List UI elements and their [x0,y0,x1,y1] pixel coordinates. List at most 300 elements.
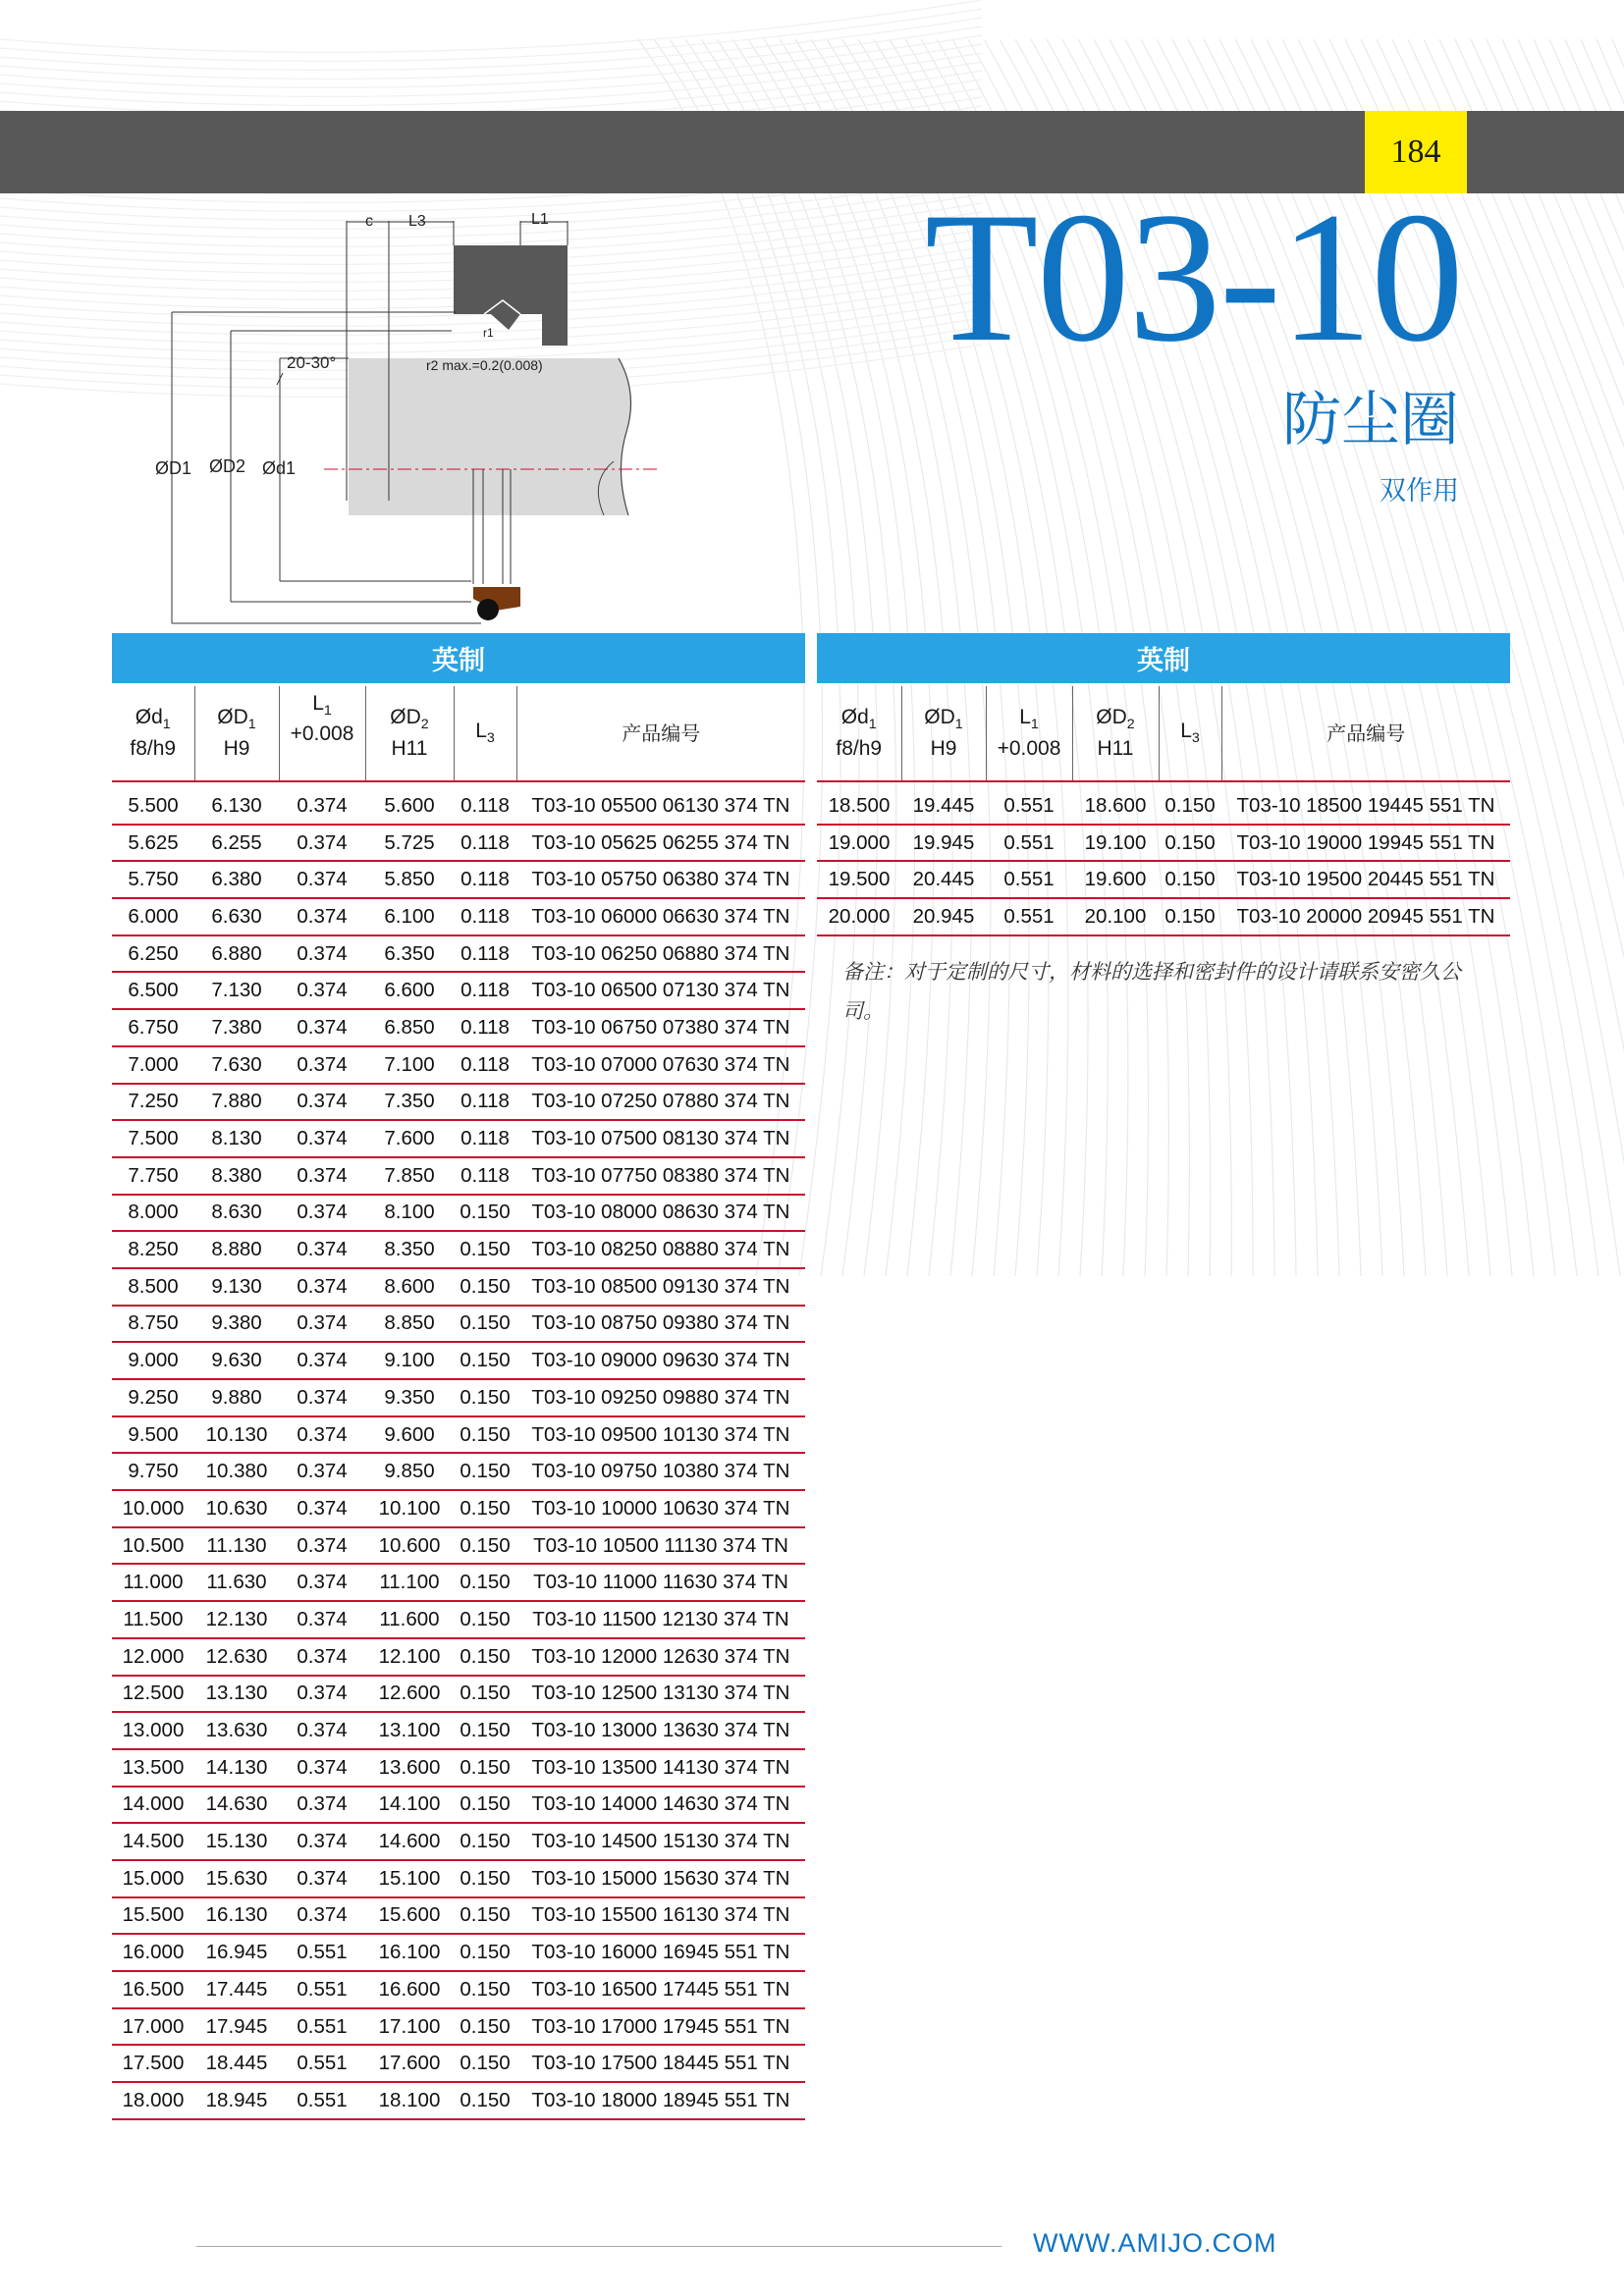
cell-d1: 11.500 [112,1601,194,1638]
table-row [112,1971,805,2008]
cell-product-code: T03-10 07000 07630 374 TN [516,1046,805,1084]
cell-D2: 14.600 [365,1823,454,1860]
cell-L1: 0.374 [279,1601,365,1638]
cell-D2: 7.100 [365,1046,454,1084]
col-header-product-code: 产品编号 [1221,686,1510,781]
cell-L1: 0.374 [279,972,365,1009]
cell-L3: 0.118 [454,1084,516,1121]
cell-D1: 7.880 [194,1084,279,1121]
cell-D2: 15.100 [365,1860,454,1897]
cell-product-code: T03-10 17500 18445 551 TN [516,2045,805,2082]
cell-d1: 6.250 [112,935,194,973]
table-row [112,1195,805,1232]
seal-cross-section-diagram [147,196,668,638]
cell-d1: 11.000 [112,1564,194,1601]
cell-D1: 20.945 [901,898,986,935]
cell-D2: 19.600 [1072,861,1159,898]
cell-product-code: T03-10 11500 12130 374 TN [516,1601,805,1638]
cell-product-code: T03-10 05750 06380 374 TN [516,861,805,898]
cell-L3: 0.118 [454,1120,516,1157]
cell-d1: 19.500 [817,861,901,898]
cell-D2: 15.600 [365,1897,454,1935]
cell-D1: 11.130 [194,1527,279,1565]
cell-D2: 7.350 [365,1084,454,1121]
cell-product-code: T03-10 06500 07130 374 TN [516,972,805,1009]
table-row [112,1676,805,1713]
cell-D1: 14.630 [194,1787,279,1824]
cell-D1: 13.130 [194,1676,279,1713]
table-row [817,898,1510,935]
cell-D2: 11.100 [365,1564,454,1601]
table-body-left [112,781,805,2119]
table-row [112,1379,805,1416]
cell-L1: 0.374 [279,1268,365,1306]
cell-product-code: T03-10 14500 15130 374 TN [516,1823,805,1860]
col-header-L1: $L_1$ +0.008 [279,686,365,781]
cell-D2: 6.350 [365,935,454,973]
cell-L3: 0.118 [454,1157,516,1195]
cell-D1: 6.630 [194,898,279,935]
cell-D2: 8.350 [365,1231,454,1268]
cell-D2: 18.100 [365,2082,454,2119]
cell-L1: 0.374 [279,861,365,898]
table-row [112,1601,805,1638]
cell-L1: 0.374 [279,1749,365,1787]
cell-d1: 7.750 [112,1157,194,1195]
table-row [112,1860,805,1897]
table-row [817,825,1510,862]
cell-D2: 7.600 [365,1120,454,1157]
table-row [112,1638,805,1676]
cell-d1: 19.000 [817,825,901,862]
cell-D2: 12.100 [365,1638,454,1676]
cell-d1: 16.500 [112,1971,194,2008]
table-row [112,935,805,973]
diagram-label-c: c [365,213,373,230]
table-row [112,1823,805,1860]
cell-L3: 0.150 [454,1823,516,1860]
cell-product-code: T03-10 10500 11130 374 TN [516,1527,805,1565]
cell-D1: 16.945 [194,1934,279,1971]
cell-product-code: T03-10 15500 16130 374 TN [516,1897,805,1935]
cell-d1: 9.500 [112,1416,194,1454]
cell-L3: 0.150 [1159,861,1221,898]
cell-product-code: T03-10 20000 20945 551 TN [1221,898,1510,935]
cell-d1: 15.000 [112,1860,194,1897]
cell-D2: 13.600 [365,1749,454,1787]
table-row [112,1787,805,1824]
cell-L1: 0.374 [279,1046,365,1084]
table-row [112,1046,805,1084]
col-header-D1: $ØD_1$ H9 [901,686,986,781]
footnote: 备注：对于定制的尺寸，材料的选择和密封件的设计请联系安密久公司。 [842,960,1461,1023]
cell-d1: 7.000 [112,1046,194,1084]
cell-L1: 0.551 [986,898,1072,935]
cell-L3: 0.150 [454,1490,516,1527]
cell-d1: 20.000 [817,898,901,935]
table-row [112,972,805,1009]
cell-L3: 0.150 [454,1564,516,1601]
cell-L1: 0.374 [279,1676,365,1713]
cell-D1: 10.130 [194,1416,279,1454]
cell-d1: 6.750 [112,1009,194,1046]
cell-d1: 9.250 [112,1379,194,1416]
cell-d1: 17.000 [112,2008,194,2046]
cell-D2: 19.100 [1072,825,1159,862]
table-row [112,1342,805,1379]
cell-product-code: T03-10 11000 11630 374 TN [516,1564,805,1601]
cell-D2: 9.600 [365,1416,454,1454]
cell-D2: 16.600 [365,1971,454,2008]
cell-D2: 10.100 [365,1490,454,1527]
table-row [112,1527,805,1565]
cell-L1: 0.551 [986,781,1072,825]
cell-d1: 6.000 [112,898,194,935]
cell-d1: 18.500 [817,781,901,825]
cell-product-code: T03-10 17000 17945 551 TN [516,2008,805,2046]
cell-L3: 0.150 [1159,781,1221,825]
diagram-label-r1: r1 [483,326,494,340]
cell-D1: 6.380 [194,861,279,898]
cell-L3: 0.118 [454,972,516,1009]
cell-D1: 10.630 [194,1490,279,1527]
cell-L1: 0.374 [279,1490,365,1527]
cell-D1: 13.630 [194,1712,279,1749]
col-header-D1: $ØD_1$ H9 [194,686,279,781]
col-header-L3: $L_3$ [454,686,516,781]
product-type: 双作用 [1380,476,1459,507]
cell-D2: 6.100 [365,898,454,935]
cell-product-code: T03-10 18500 19445 551 TN [1221,781,1510,825]
cell-L3: 0.150 [1159,825,1221,862]
cell-D1: 19.445 [901,781,986,825]
cell-product-code: T03-10 12000 12630 374 TN [516,1638,805,1676]
cell-L1: 0.374 [279,1120,365,1157]
cell-D1: 11.630 [194,1564,279,1601]
table-row [112,1897,805,1935]
cell-L1: 0.374 [279,1823,365,1860]
cell-D2: 8.100 [365,1195,454,1232]
cell-D2: 10.600 [365,1527,454,1565]
cell-product-code: T03-10 16000 16945 551 TN [516,1934,805,1971]
cell-L1: 0.374 [279,1342,365,1379]
cell-d1: 10.500 [112,1527,194,1565]
cell-D2: 9.100 [365,1342,454,1379]
cell-L3: 0.150 [454,1860,516,1897]
cell-L1: 0.374 [279,1897,365,1935]
col-header-product-code: 产品编号 [516,686,805,781]
table-row [112,1084,805,1121]
table-row [112,2045,805,2082]
col-header-D2: $ØD_2$ H11 [1072,686,1159,781]
cell-d1: 16.000 [112,1934,194,1971]
cell-L3: 0.150 [454,1527,516,1565]
diagram-label-r2: r2 max.=0.2(0.008) [426,357,543,373]
cell-L3: 0.118 [454,1009,516,1046]
cell-d1: 13.000 [112,1712,194,1749]
cell-d1: 8.750 [112,1306,194,1343]
cell-D1: 6.880 [194,935,279,973]
cell-product-code: T03-10 13500 14130 374 TN [516,1749,805,1787]
cell-d1: 10.000 [112,1490,194,1527]
cell-product-code: T03-10 09500 10130 374 TN [516,1416,805,1454]
col-header-d1: $Ød_1$ f8/h9 [817,686,901,781]
cell-D1: 17.445 [194,1971,279,2008]
cell-L3: 0.150 [454,1195,516,1232]
imperial-table-left [112,633,805,2120]
cell-d1: 8.000 [112,1195,194,1232]
product-subtitle: 防尘圈 [1282,386,1459,454]
cell-product-code: T03-10 16500 17445 551 TN [516,1971,805,2008]
table-row [817,861,1510,898]
cell-D1: 9.380 [194,1306,279,1343]
cell-d1: 5.625 [112,825,194,862]
cell-product-code: T03-10 15000 15630 374 TN [516,1860,805,1897]
cell-product-code: T03-10 05625 06255 374 TN [516,825,805,862]
cell-d1: 8.500 [112,1268,194,1306]
table-row [112,1231,805,1268]
cell-L1: 0.374 [279,1564,365,1601]
cell-L3: 0.150 [454,1749,516,1787]
cell-L1: 0.374 [279,1527,365,1565]
cell-product-code: T03-10 06750 07380 374 TN [516,1009,805,1046]
cell-product-code: T03-10 19000 19945 551 TN [1221,825,1510,862]
cell-D1: 7.130 [194,972,279,1009]
cell-L3: 0.150 [454,1601,516,1638]
cell-D2: 9.850 [365,1453,454,1490]
table-row [817,781,1510,825]
cell-L3: 0.118 [454,825,516,862]
cell-D1: 6.130 [194,781,279,825]
cell-d1: 7.500 [112,1120,194,1157]
table-row [112,861,805,898]
cell-D1: 9.630 [194,1342,279,1379]
cell-L1: 0.374 [279,1712,365,1749]
cell-L3: 0.150 [454,1306,516,1343]
cell-D1: 18.445 [194,2045,279,2082]
cell-L1: 0.374 [279,1860,365,1897]
cell-D1: 9.130 [194,1268,279,1306]
col-header-d1: $Ød_1$ f8/h9 [112,686,194,781]
cell-L3: 0.150 [1159,898,1221,935]
cell-D2: 6.850 [365,1009,454,1046]
cell-L3: 0.118 [454,781,516,825]
cell-L1: 0.374 [279,781,365,825]
table-body-right [817,781,1510,935]
cell-D2: 13.100 [365,1712,454,1749]
diagram-label-od2: ØD2 [209,456,246,476]
cell-product-code: T03-10 08500 09130 374 TN [516,1268,805,1306]
cell-D2: 12.600 [365,1676,454,1713]
cell-D1: 8.380 [194,1157,279,1195]
cell-product-code: T03-10 08000 08630 374 TN [516,1195,805,1232]
cell-D1: 7.380 [194,1009,279,1046]
table-row [112,1416,805,1454]
cell-D1: 12.630 [194,1638,279,1676]
cell-L1: 0.374 [279,898,365,935]
cell-d1: 9.000 [112,1342,194,1379]
cell-product-code: T03-10 08250 08880 374 TN [516,1231,805,1268]
cell-D1: 17.945 [194,2008,279,2046]
cell-L3: 0.150 [454,1934,516,1971]
cell-L1: 0.374 [279,1787,365,1824]
cell-L3: 0.150 [454,1231,516,1268]
cell-product-code: T03-10 07750 08380 374 TN [516,1157,805,1195]
diagram-label-angle: 20-30° [287,353,337,372]
cell-D1: 12.130 [194,1601,279,1638]
cell-L3: 0.150 [454,1379,516,1416]
cell-L1: 0.551 [279,1971,365,2008]
cell-d1: 8.250 [112,1231,194,1268]
cell-D2: 16.100 [365,1934,454,1971]
cell-L1: 0.374 [279,825,365,862]
footer-website-link[interactable]: WWW.AMIJO.COM [1033,2228,1277,2258]
cell-D2: 9.350 [365,1379,454,1416]
cell-product-code: T03-10 10000 10630 374 TN [516,1490,805,1527]
table-row [112,1749,805,1787]
cell-D1: 8.630 [194,1195,279,1232]
cell-D1: 7.630 [194,1046,279,1084]
cell-D1: 18.945 [194,2082,279,2119]
table-row [112,898,805,935]
cell-D1: 16.130 [194,1897,279,1935]
cell-D2: 18.600 [1072,781,1159,825]
diagram-label-l1: L1 [531,211,549,228]
table-row [112,1712,805,1749]
cell-L3: 0.118 [454,861,516,898]
table-row [112,1490,805,1527]
cell-D1: 15.630 [194,1860,279,1897]
cell-D1: 14.130 [194,1749,279,1787]
cell-L3: 0.150 [454,1897,516,1935]
cell-L3: 0.150 [454,1676,516,1713]
cell-d1: 18.000 [112,2082,194,2119]
cell-L3: 0.150 [454,1453,516,1490]
cell-product-code: T03-10 07250 07880 374 TN [516,1084,805,1121]
cell-d1: 14.000 [112,1787,194,1824]
cell-product-code: T03-10 06000 06630 374 TN [516,898,805,935]
cell-d1: 6.500 [112,972,194,1009]
table-row [112,1306,805,1343]
diagram-label-id1: Ød1 [262,458,297,478]
cell-L3: 0.150 [454,1638,516,1676]
cell-D1: 19.945 [901,825,986,862]
diagram-label-od1: ØD1 [155,458,192,478]
cell-L1: 0.374 [279,1084,365,1121]
cell-d1: 9.750 [112,1453,194,1490]
cell-product-code: T03-10 19500 20445 551 TN [1221,861,1510,898]
cell-L1: 0.551 [279,1934,365,1971]
cell-D2: 8.850 [365,1306,454,1343]
cell-D2: 5.850 [365,861,454,898]
cell-product-code: T03-10 13000 13630 374 TN [516,1712,805,1749]
cell-L1: 0.374 [279,1195,365,1232]
page-number: 184 [1365,111,1467,193]
cell-L3: 0.150 [454,1971,516,2008]
cell-L1: 0.374 [279,1379,365,1416]
imperial-table-right [817,633,1510,936]
cell-D2: 14.100 [365,1787,454,1824]
col-header-D2: $ØD_2$ H11 [365,686,454,781]
table-row [112,1157,805,1195]
table-row [112,1009,805,1046]
cell-D1: 9.880 [194,1379,279,1416]
cell-d1: 5.750 [112,861,194,898]
table-row [112,2008,805,2046]
cell-D2: 5.725 [365,825,454,862]
cell-D2: 11.600 [365,1601,454,1638]
cell-L3: 0.118 [454,935,516,973]
table-row [112,825,805,862]
product-title: T03-10 [924,175,1462,381]
cell-D2: 5.600 [365,781,454,825]
cell-product-code: T03-10 14000 14630 374 TN [516,1787,805,1824]
cell-D1: 8.880 [194,1231,279,1268]
cell-L3: 0.150 [454,1712,516,1749]
cell-d1: 12.500 [112,1676,194,1713]
cell-L3: 0.150 [454,1787,516,1824]
cell-L3: 0.150 [454,2008,516,2046]
cell-L3: 0.118 [454,1046,516,1084]
cell-D1: 6.255 [194,825,279,862]
cell-L3: 0.150 [454,1268,516,1306]
cell-d1: 15.500 [112,1897,194,1935]
table-row [112,1934,805,1971]
cell-L1: 0.374 [279,1306,365,1343]
cell-product-code: T03-10 05500 06130 374 TN [516,781,805,825]
col-header-L3: $L_3$ [1159,686,1221,781]
cell-L1: 0.374 [279,1009,365,1046]
cell-D1: 10.380 [194,1453,279,1490]
table-row [112,1453,805,1490]
cell-D2: 17.100 [365,2008,454,2046]
cell-d1: 5.500 [112,781,194,825]
cell-D1: 8.130 [194,1120,279,1157]
cell-L1: 0.374 [279,1157,365,1195]
cell-L1: 0.374 [279,1416,365,1454]
table-row [112,1564,805,1601]
table-row [112,781,805,825]
cell-product-code: T03-10 09750 10380 374 TN [516,1453,805,1490]
cell-d1: 12.000 [112,1638,194,1676]
cell-L1: 0.374 [279,1231,365,1268]
cell-product-code: T03-10 08750 09380 374 TN [516,1306,805,1343]
cell-D1: 20.445 [901,861,986,898]
cell-product-code: T03-10 09250 09880 374 TN [516,1379,805,1416]
cell-D2: 17.600 [365,2045,454,2082]
cell-L3: 0.118 [454,898,516,935]
cell-product-code: T03-10 07500 08130 374 TN [516,1120,805,1157]
cell-product-code: T03-10 18000 18945 551 TN [516,2082,805,2119]
cell-D2: 8.600 [365,1268,454,1306]
cell-d1: 13.500 [112,1749,194,1787]
cell-L3: 0.150 [454,2082,516,2119]
table-row [112,2082,805,2119]
cell-d1: 7.250 [112,1084,194,1121]
cell-L3: 0.150 [454,1416,516,1454]
cell-L1: 0.551 [279,2045,365,2082]
cell-d1: 17.500 [112,2045,194,2082]
col-header-L1: $L_1$ +0.008 [986,686,1072,781]
cell-D2: 6.600 [365,972,454,1009]
table-caption: 英制 [817,633,1510,683]
cell-L1: 0.551 [279,2082,365,2119]
cell-D2: 7.850 [365,1157,454,1195]
table-row [112,1268,805,1306]
cell-L1: 0.374 [279,1638,365,1676]
cell-product-code: T03-10 09000 09630 374 TN [516,1342,805,1379]
footer-divider [196,2246,1001,2247]
